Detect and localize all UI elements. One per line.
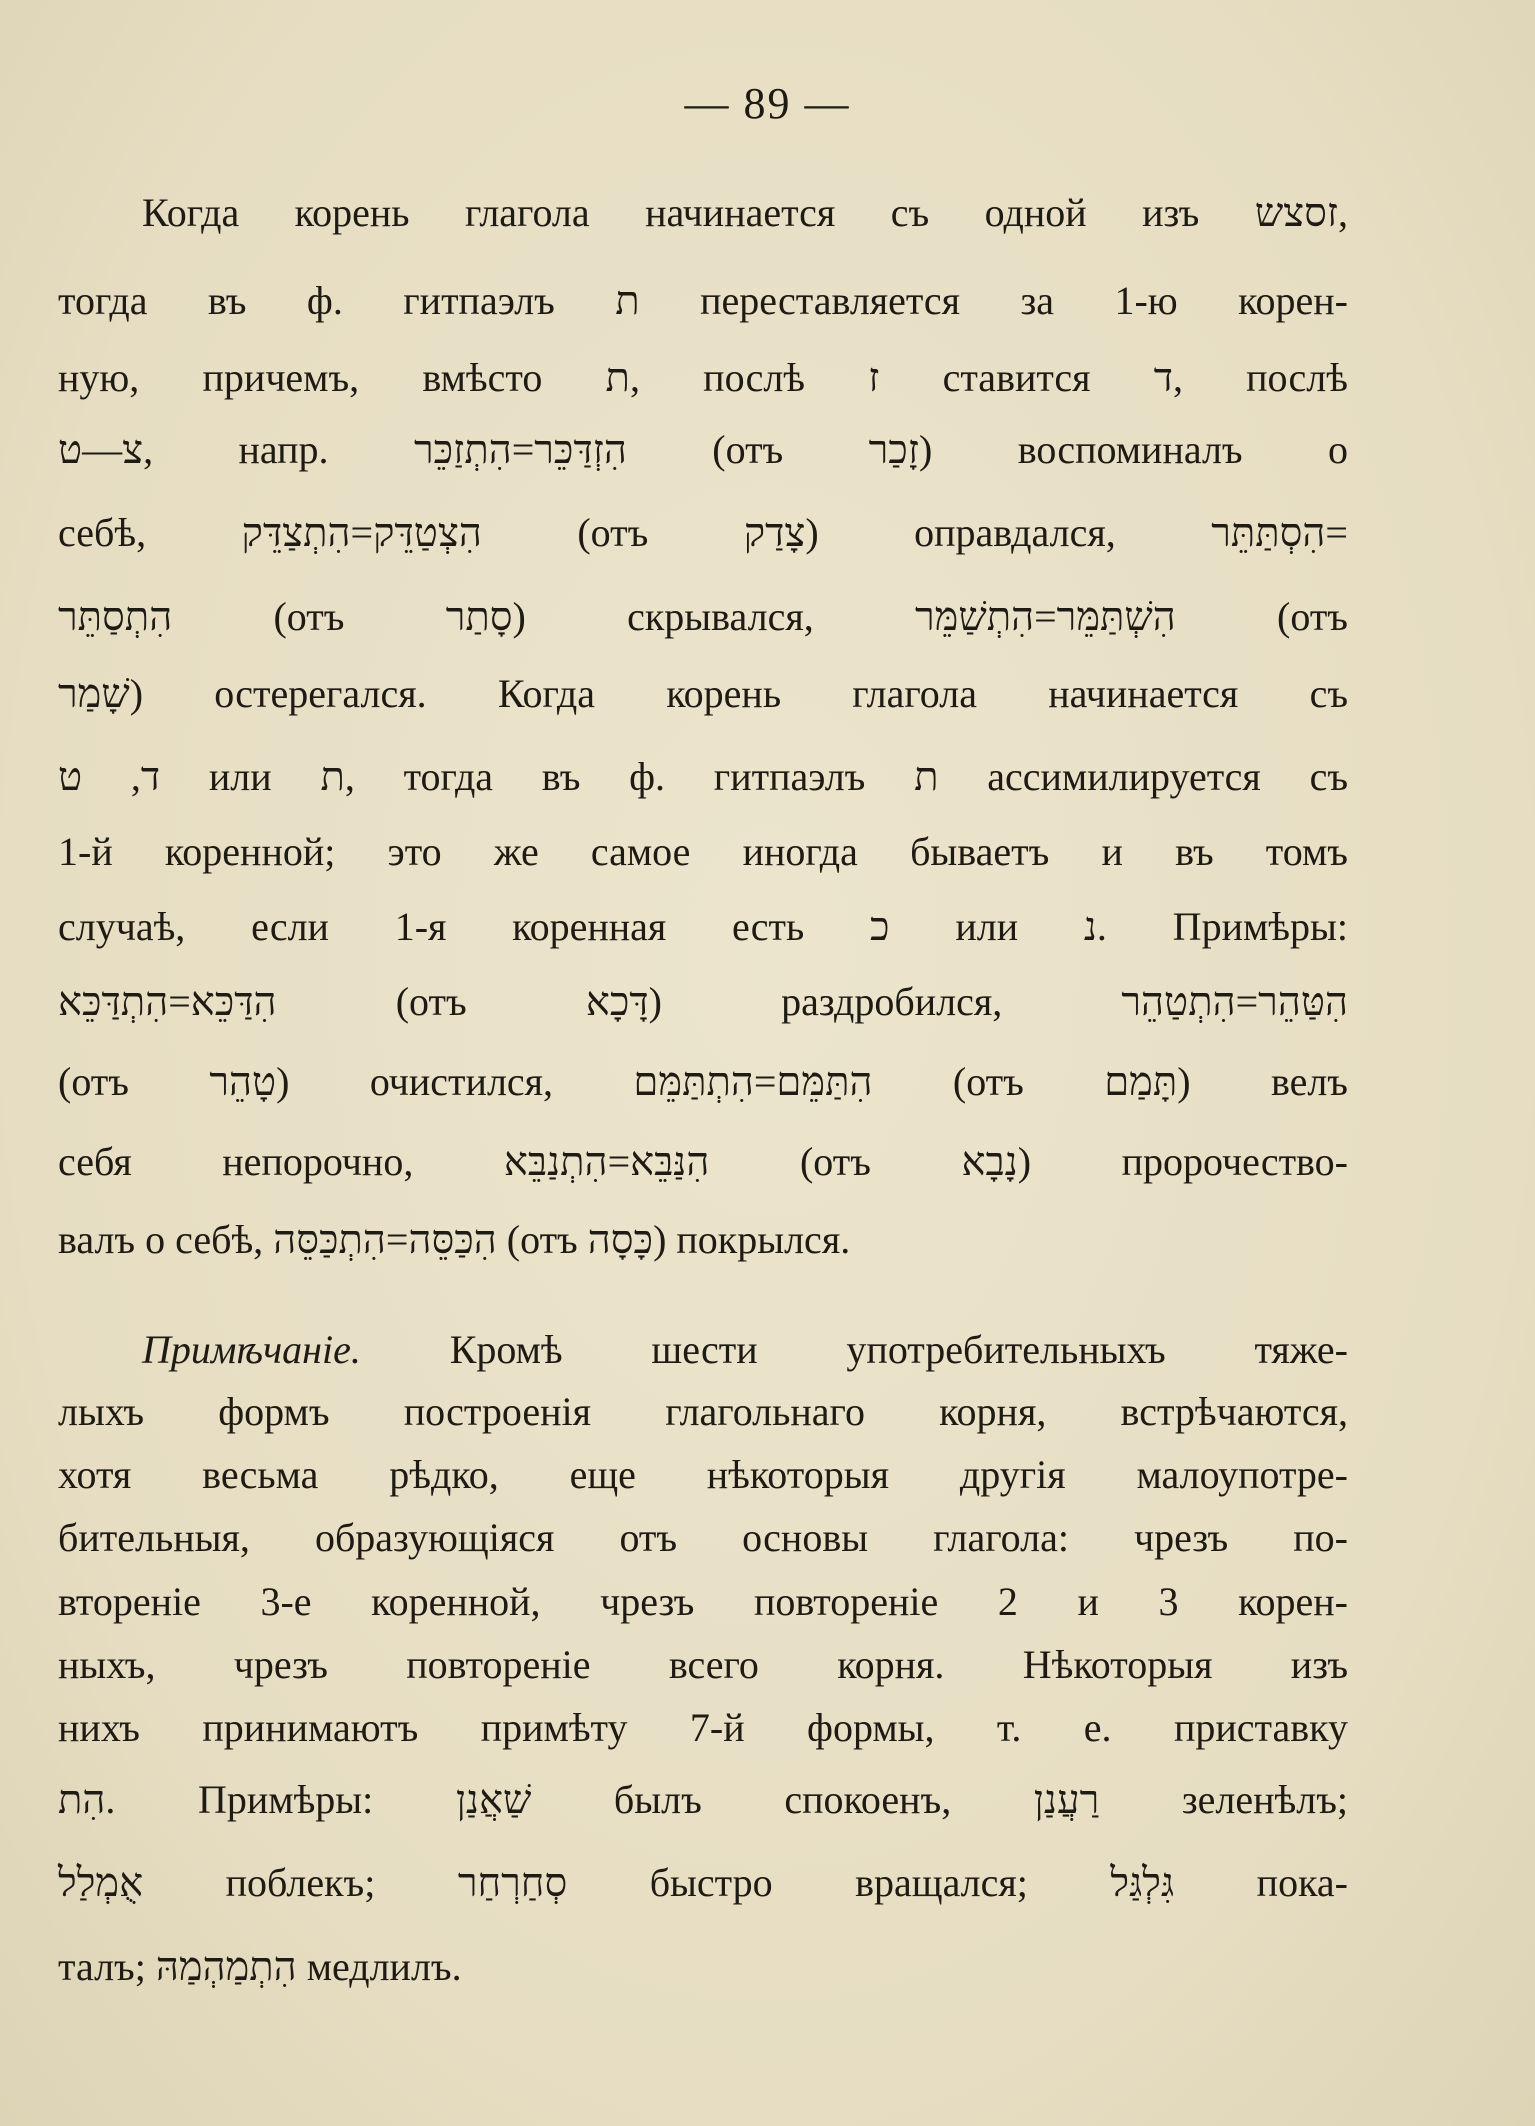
note-line: הִת. Примѣры: שַׁאֲנַן былъ спокоенъ, רַעֲנַן зеленѣлъ;	[58, 1777, 1349, 1822]
text-line: שָׁמַר) остерегался. Когда корень глагола начинается съ	[58, 671, 1348, 716]
text-line: הִדַּכֵּא=הִתְדַּכֵּא (отъ דָּכָא) раздробился, הִטַּהֵר=הִתְטַהֵר	[58, 979, 1348, 1024]
text-line: Когда корень глагола начинается съ одной изъ זסצש,	[142, 190, 1348, 235]
text-line: ную, причемъ, вмѣсто ת, послѣ ז ставится ד, послѣ	[58, 355, 1348, 400]
text-line: случаѣ, если 1-я коренная есть כ или נ. Примѣры:	[58, 904, 1348, 949]
note-line: нихъ принимаютъ примѣту 7-й формы, т. е. приставку	[58, 1705, 1348, 1750]
note-line: хотя весьма рѣдко, еще нѣкоторыя другія малоупотре-	[58, 1452, 1348, 1497]
page-number: — 89 —	[684, 79, 851, 128]
text-line: себя непорочно, הִנַּבֵּא=הִתְנַבֵּא (отъ נָבָא) пророчество-	[58, 1139, 1348, 1184]
text-line: צ—ט, напр. הִזְדַּכֵּר=הִתְזַכֵּר (отъ זָכַר) воспоминалъ о	[58, 427, 1348, 472]
note-text: Кромѣ шести употребительныхъ тяже-	[449, 1327, 1348, 1372]
text-line: тогда въ ф. гитпаэлъ ת переставляется за 1-ю корен-	[58, 278, 1348, 323]
text-line: ד, ט или ת, тогда въ ф. гитпаэлъ ת ассимилируется съ	[58, 754, 1349, 799]
note-first-line	[142, 1320, 1348, 1380]
note-line: бительныя, образующіяся отъ основы глагола: чрезъ по-	[58, 1515, 1348, 1560]
note-line: лыхъ формъ построенія глагольнаго корня, встрѣчаются,	[58, 1389, 1348, 1434]
text-line: (отъ טָהֵר) очистился, הִתַּמֵּם=הִתְתַּמֵּם (отъ תָּמַם) велъ	[58, 1059, 1348, 1104]
note-line: талъ; הִתְמַהְמַהּ медлилъ.	[58, 1944, 462, 1989]
text-line: себѣ, הִצְטַדֵּק=הִתְצַדֵּק (отъ צָדַק) оправдался, הִסְתַּתֵּר=	[58, 510, 1348, 555]
note-line: אֻמְלַל поблекъ; סְחַרְחַר быстро вращался; גִּלְגַּל пока-	[58, 1860, 1348, 1905]
text-line: 1-й коренной; это же самое иногда бываетъ и въ томъ	[58, 829, 1348, 874]
note-line: ныхъ, чрезъ повтореніе всего корня. Нѣкоторыя изъ	[58, 1642, 1348, 1687]
text-line: הִתְסַתֵּר (отъ סָתַר) скрывался, הִשְׁתַּמֵּר=הִתְשַׁמֵּר (отъ	[58, 594, 1348, 639]
text-line: валъ о себѣ, הִכַּסֵּה=הִתְכַּסֵּה (отъ כָּסָה) покрылся.	[58, 1217, 851, 1262]
note-label: Примѣчаніе.	[142, 1327, 361, 1372]
note-line: втореніе 3-е коренной, чрезъ повтореніе 2 и 3 корен-	[58, 1579, 1348, 1624]
